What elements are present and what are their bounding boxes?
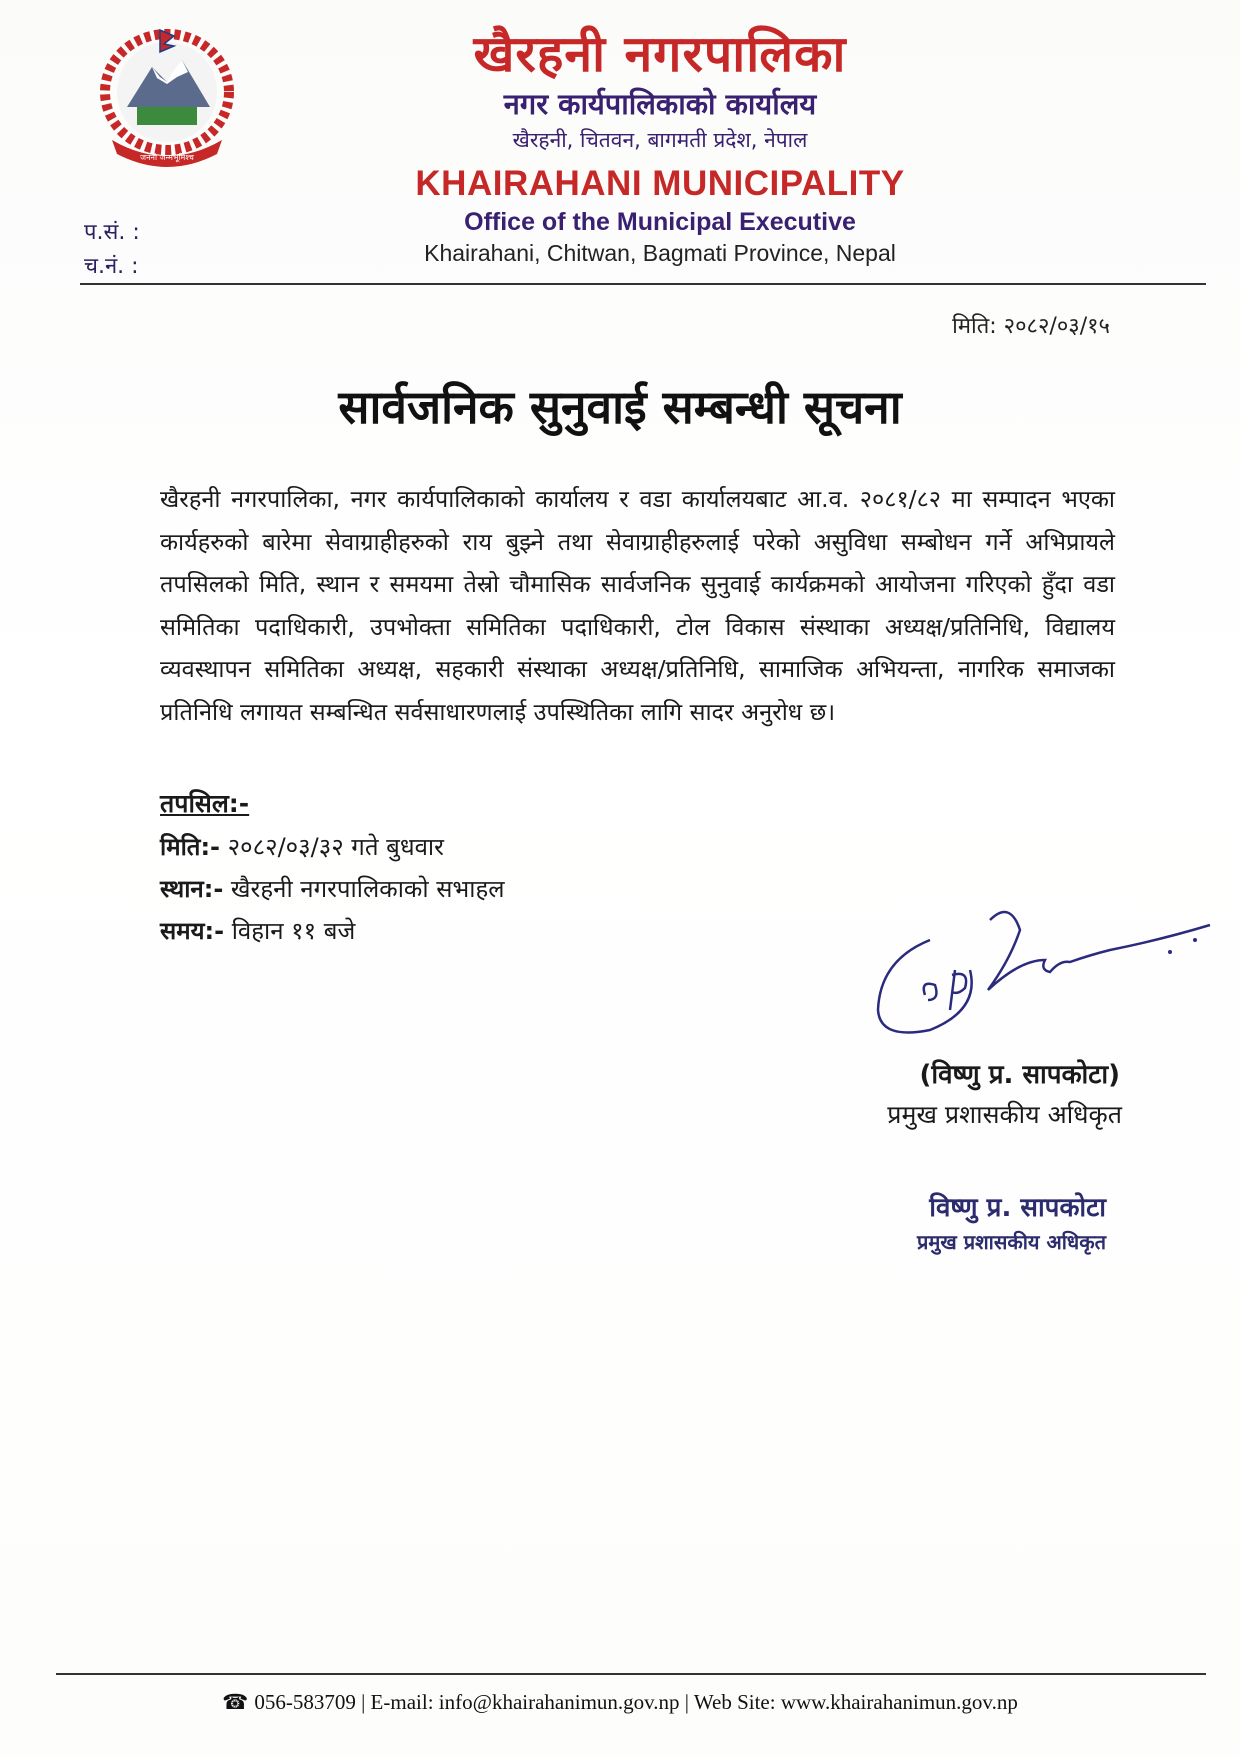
- office-title-english: Office of the Municipal Executive: [464, 208, 856, 236]
- signatory-designation: प्रमुख प्रशासकीय अधिकृत: [887, 1100, 1122, 1129]
- details-place-value: खैरहनी नगरपालिकाको सभाहल: [223, 875, 505, 903]
- handwritten-signature: [870, 900, 1230, 1060]
- details-place-row: [160, 872, 505, 905]
- stamp-name: विष्णु प्र. सापकोटा: [929, 1193, 1106, 1223]
- nepal-emblem-logo: [82, 22, 252, 172]
- details-time-label: समय:-: [160, 917, 225, 945]
- footer-phone: 056-583709: [254, 1690, 356, 1714]
- address-nepali: खैरहनी, चितवन, बागमती प्रदेश, नेपाल: [512, 128, 808, 152]
- details-place-label: स्थान:-: [160, 875, 224, 903]
- municipality-title-nepali: खैरहनी नगरपालिका: [473, 25, 847, 83]
- footer-divider: [56, 1673, 1206, 1675]
- details-heading: तपसिल:-: [160, 789, 250, 818]
- dispatch-number-label: च.नं. :: [84, 254, 139, 279]
- stamp-designation: प्रमुख प्रशासकीय अधिकृत: [917, 1230, 1106, 1254]
- footer-website: Web Site: www.khairahanimun.gov.np: [693, 1690, 1018, 1714]
- telephone-icon: ☎: [222, 1690, 249, 1714]
- details-date-row: [160, 830, 444, 863]
- notice-title: सार्वजनिक सुनुवाई सम्बन्धी सूचना: [338, 380, 902, 434]
- office-title-nepali: नगर कार्यपालिकाको कार्यालय: [503, 87, 817, 121]
- footer-contact: ☎ 056-583709 | E-mail: info@khairahanimun.gov.np | Web Site: www.khairahanimun.gov.np: [222, 1690, 1018, 1714]
- details-time-value: विहान ११ बजे: [224, 917, 356, 945]
- municipality-title-english: KHAIRAHANI MUNICIPALITY: [415, 164, 905, 203]
- details-date-label: मिति:-: [160, 833, 221, 861]
- footer-email: E-mail: info@khairahanimun.gov.np: [370, 1690, 680, 1714]
- letter-number-label: प.सं. :: [84, 220, 140, 245]
- details-time-row: [160, 914, 355, 947]
- details-date-value: २०८२/०३/३२ गते बुधवार: [220, 833, 444, 861]
- notice-body: खैरहनी नगरपालिका, नगर कार्यपालिकाको कार्यालय र वडा कार्यालयबाट आ.व. २०८१/८२ मा सम्पादन भएका कार्यहरुको बारेमा सेवाग्राहीहरुको राय बुझ्ने तथा सेवाग्राहीहरुलाई परेको असुविधा सम्बोधन गर्ने अभिप्रायले तपसिलको मिति, स्थान र समयमा तेस्रो चौमासिक सार्वजनिक सुनुवाई कार्यक्रमको आयोजना गरिएको हुँदा वडा समितिका पदाधिकारी, उपभोक्ता समितिका पदाधिकारी, टोल विकास संस्थाका अध्यक्ष/प्रतिनिधि, विद्यालय व्यवस्थापन समितिका अध्यक्ष, सहकारी संस्थाका अध्यक्ष/प्रतिनिधि, सामाजिक अभियन्ता, नागरिक समाजका प्रतिनिधि लगायत सम्बन्धित सर्वसाधारणलाई उपस्थितिका लागि सादर अनुरोध छ।: [160, 485, 1115, 726]
- svg-text:जननी जन्मभूमिश्च: जननी जन्मभूमिश्च: [140, 153, 194, 162]
- header-divider: [80, 283, 1206, 285]
- signatory-name: (विष्णु प्र. सापकोटा): [919, 1060, 1120, 1090]
- address-english: Khairahani, Chitwan, Bagmati Province, Nepal: [424, 240, 896, 266]
- issue-date: मिति: २०८२/०३/१५: [952, 314, 1110, 339]
